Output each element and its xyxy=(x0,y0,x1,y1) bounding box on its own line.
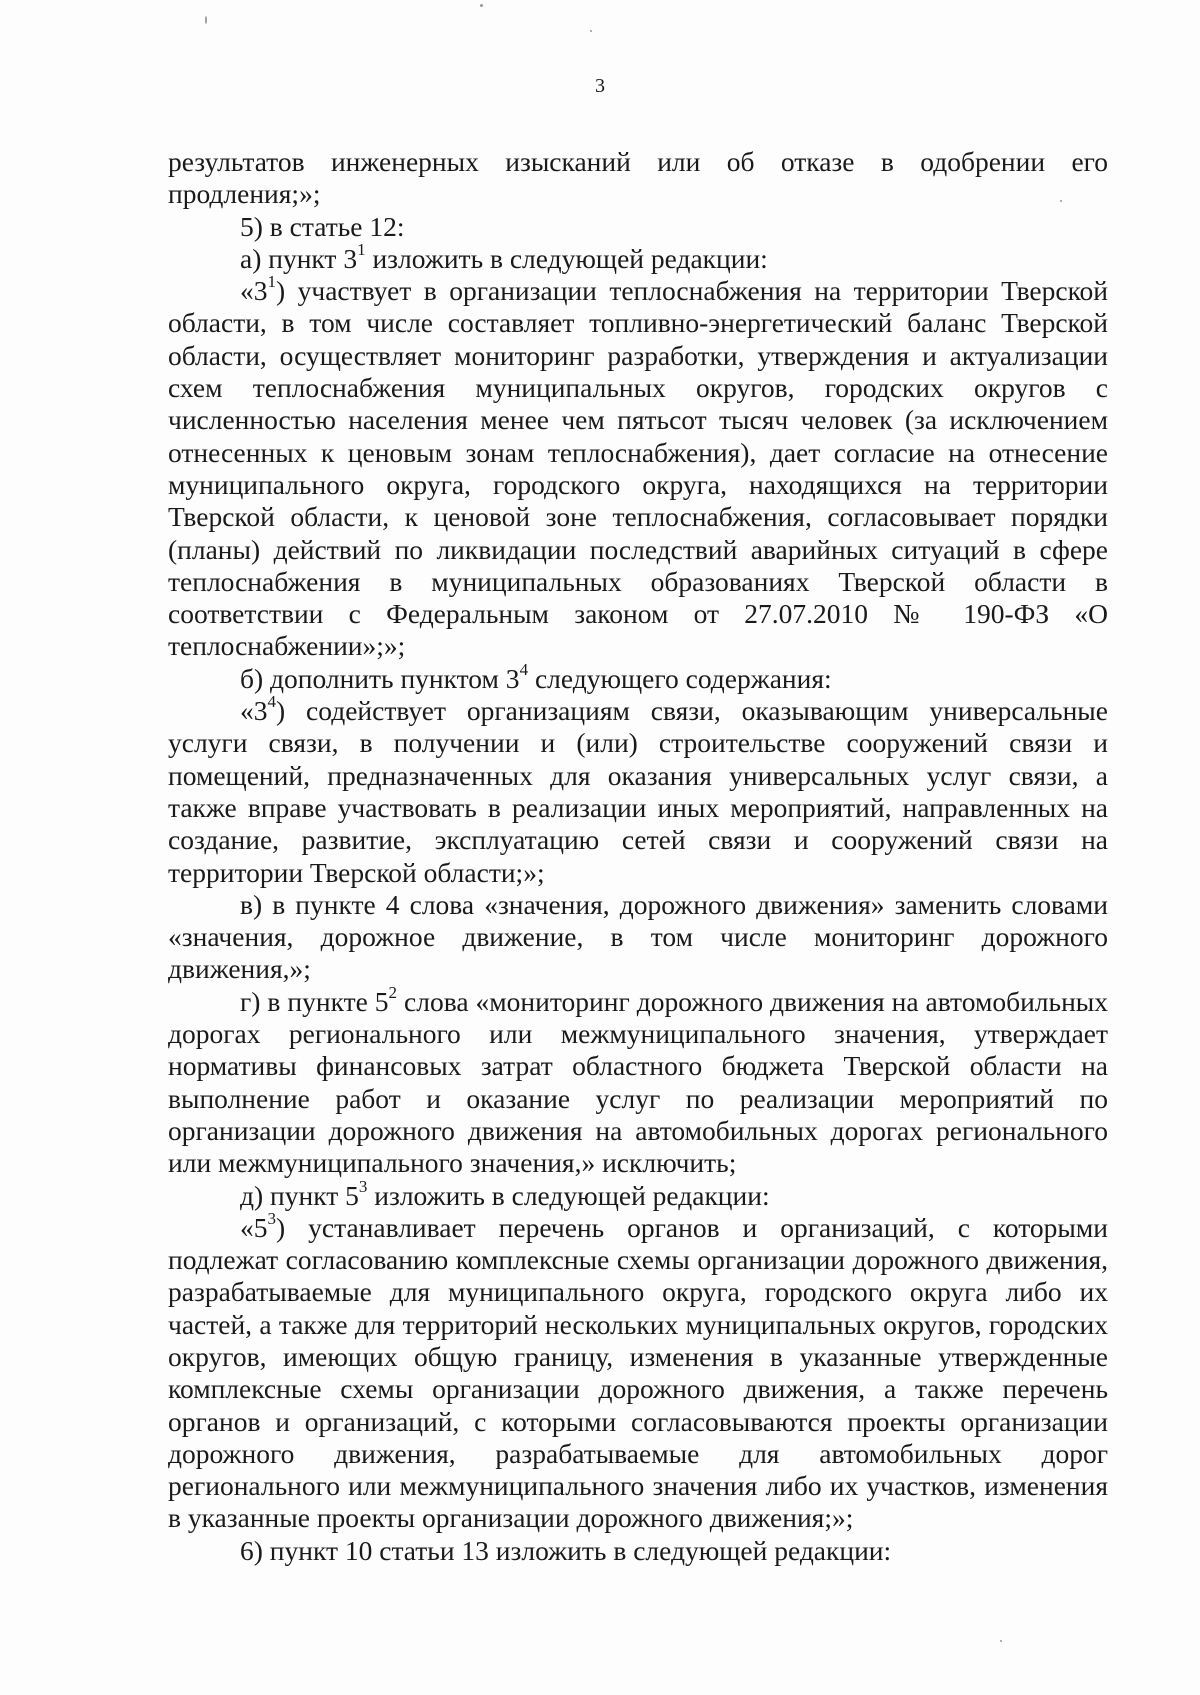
paragraph-item-5d xyxy=(168,1176,1108,1212)
paragraph-item-5b xyxy=(168,660,1108,695)
scan-speck xyxy=(480,4,483,7)
paragraph-text: ) устанавливает перечень органов и организаций, с которыми подлежат согласованию комплексные схемы организации дорожного движения, разрабатываемые для муниципального округа, городского округа либо их частей, а также для территорий нескольких муниципальных округов, городских округов, имеющих общую границу, изменения в указанные утвержденные комплексные схемы организации дорожного движения, а также перечень органов и организаций, с которыми согласовываются проекты организации дорожного движения, разрабатываемые для автомобильных дорог регионального или межмуниципального значения либо их участков, изменения в указанные проекты организации дорожного движения;»; xyxy=(168,1211,1108,1534)
paragraph-text: а) пункт 3 xyxy=(240,242,358,274)
paragraph-item-5v: в) в пункте 4 слова «значения, дорожного движения» заменить словами «значения, дорожное движение, в том числе мониторинг дорожного движения,»; xyxy=(168,888,1108,985)
page-number: 3 xyxy=(595,75,605,97)
paragraph-item-5a xyxy=(168,240,1108,275)
paragraph-quote-3-1 xyxy=(168,272,1108,663)
paragraph-text: д) пункт 5 xyxy=(240,1179,359,1211)
superscript: 4 xyxy=(267,692,277,712)
superscript: 4 xyxy=(519,660,529,680)
paragraph-item-5: 5) в статье 12: xyxy=(240,210,405,242)
paragraph-text: изложить в следующей редакции: xyxy=(367,1179,770,1211)
paragraph-text: г) в пункте 5 xyxy=(240,985,389,1017)
paragraph-text: ) участвует в организации теплоснабжения на территории Тверской области, в том числе составляет топливно-энергетический баланс Тверской области, осуществляет мониторинг разработки, утверждения и актуализации схем теплоснабжения муниципальных округов, городских округов с численностью населения менее чем пятьсот тысяч человек (за исключением отнесенных к ценовым зонам теплоснабжения), дает согласие на отнесение муниципального округа, городского округа, находящихся на территории Тверской области, к ценовой зоне теплоснабжения, согласовывает порядки (планы) действий по ликвидации последствий аварийных ситуаций в сфере теплоснабжения в муниципальных образованиях Тверской области в соответствии с Федеральным законом от 27.07.2010 № 190-ФЗ «О теплоснабжении»;»; xyxy=(168,275,1108,662)
paragraph-quote-5-3 xyxy=(168,1209,1108,1535)
scan-speck xyxy=(1000,1640,1002,1642)
superscript: 3 xyxy=(358,1176,368,1196)
superscript: 2 xyxy=(388,983,398,1003)
paragraph-continuation: результатов инженерных изысканий или об отказе в одобрении его продления;»; xyxy=(168,146,1108,210)
paragraph-text: ) содействует организациям связи, оказывающим универсальные услуги связи, в получении и (или) строительстве сооружений связи и помещений, предназначенных для оказания универсальных услуг связи, а также вправе участвовать в реализации иных мероприятий, направленных на создание, развитие, эксплуатацию сетей связи и сооружений связи на территории Тверской области;»; xyxy=(168,695,1108,888)
scan-speck xyxy=(590,30,592,32)
paragraph-text: б) дополнить пунктом 3 xyxy=(240,662,520,694)
paragraph-text: следующего содержания: xyxy=(528,662,832,694)
paragraph-text: «3 xyxy=(240,275,268,307)
superscript: 1 xyxy=(357,240,366,260)
paragraph-item-5g xyxy=(168,983,1109,1180)
superscript: 3 xyxy=(267,1209,277,1229)
scan-speck xyxy=(205,16,207,24)
superscript: 1 xyxy=(267,272,277,292)
paragraph-text: «5 xyxy=(240,1211,268,1243)
paragraph-text: слова «мониторинг дорожного движения на автомобильных дорогах регионального или межмуниципального значения, утверждает нормативы финансовых затрат областного бюджета Тверской области на выполнение работ и оказание услуг по реализации мероприятий по организации дорожного движения на автомобильных дорогах регионального или межмуниципального значения,» исключить; xyxy=(168,985,1109,1179)
paragraph-quote-3-4 xyxy=(168,692,1108,889)
paragraph-text: «3 xyxy=(240,695,268,727)
document-body xyxy=(168,146,1108,1567)
paragraph-text: изложить в следующей редакции: xyxy=(365,242,768,274)
paragraph-item-6: 6) пункт 10 статьи 13 изложить в следующей редакции: xyxy=(240,1534,892,1566)
